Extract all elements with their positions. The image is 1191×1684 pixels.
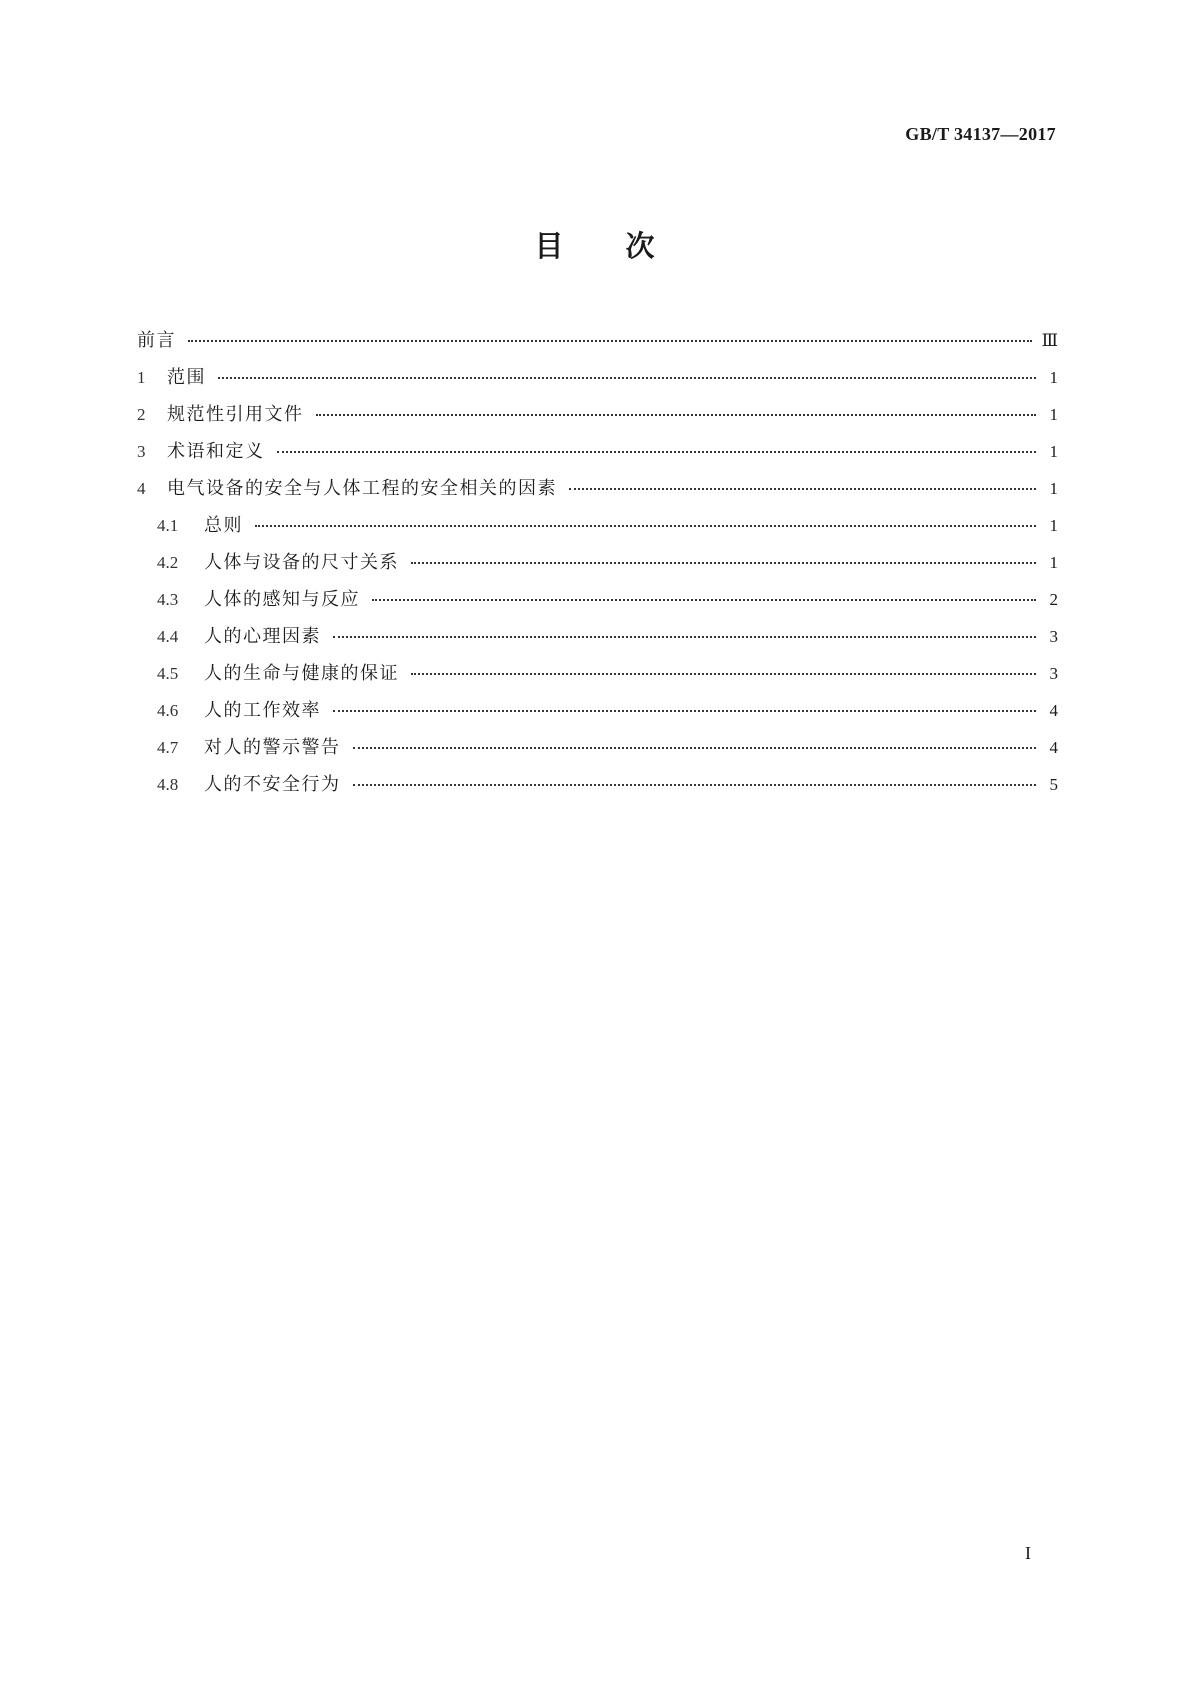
toc-entry-4-3[interactable] [137, 585, 1058, 622]
toc-entry-page: 4 [1049, 701, 1058, 720]
toc-entry-4-2[interactable] [137, 548, 1058, 585]
toc-entry-4-1[interactable] [137, 511, 1058, 548]
toc-entry-label: 人的不安全行为 [204, 774, 341, 795]
toc-entry-label: 人的工作效率 [204, 700, 321, 721]
toc-entry-number: 4.4 [157, 627, 179, 646]
toc-entry-page: Ⅲ [1041, 331, 1058, 350]
page-title [0, 224, 1191, 265]
toc-entry-4-8[interactable] [137, 770, 1058, 807]
toc-entry-label: 范围 [167, 367, 206, 388]
toc-entry-page: 1 [1049, 516, 1058, 535]
toc-entry-label: 人体与设备的尺寸关系 [204, 552, 399, 573]
toc-entry-number: 4.2 [157, 553, 179, 572]
toc-entry-page: 1 [1049, 553, 1058, 572]
toc-entry-page: 3 [1049, 627, 1058, 646]
toc-entry-label: 人的生命与健康的保证 [204, 663, 399, 684]
title-char-2: 次 [625, 229, 657, 263]
toc-dot-leader [316, 414, 1037, 416]
toc-dot-leader [569, 488, 1036, 490]
toc-dot-leader [372, 599, 1036, 601]
toc-entry-4-5[interactable] [137, 659, 1058, 696]
toc-entry-label: 术语和定义 [167, 441, 265, 462]
toc-dot-leader [353, 747, 1037, 749]
toc-entry-4[interactable] [137, 474, 1058, 511]
toc-dot-leader [353, 784, 1037, 786]
toc-dot-leader [333, 636, 1036, 638]
title-char-1: 目 [534, 229, 566, 263]
toc-entry-page: 3 [1049, 664, 1058, 683]
toc-entry-3[interactable] [137, 437, 1058, 474]
toc-entry-number: 3 [137, 442, 146, 461]
toc-entry-number: 4.5 [157, 664, 179, 683]
toc-entry-page: 1 [1049, 368, 1058, 387]
table-of-contents [137, 326, 1058, 807]
toc-entry-page: 4 [1049, 738, 1058, 757]
toc-entry-4-6[interactable] [137, 696, 1058, 733]
toc-entry-number: 4.6 [157, 701, 179, 720]
toc-entry-label: 电气设备的安全与人体工程的安全相关的因素 [167, 478, 557, 499]
toc-dot-leader [218, 377, 1036, 379]
toc-entry-number: 4.8 [157, 775, 179, 794]
toc-dot-leader [333, 710, 1036, 712]
toc-entry-page: 5 [1049, 775, 1058, 794]
toc-entry-number: 4.3 [157, 590, 179, 609]
toc-entry-number: 4.1 [157, 516, 179, 535]
toc-entry-2[interactable] [137, 400, 1058, 437]
toc-entry-1[interactable] [137, 363, 1058, 400]
page-number: I [1025, 1543, 1031, 1563]
toc-entry-4-4[interactable] [137, 622, 1058, 659]
toc-entry-number: 4 [137, 479, 146, 498]
toc-entry-label: 总则 [204, 515, 243, 536]
toc-dot-leader [188, 340, 1032, 342]
toc-entry-page: 1 [1049, 405, 1058, 424]
toc-entry-page: 1 [1049, 442, 1058, 461]
toc-entry-number: 1 [137, 368, 146, 387]
toc-entry-number: 2 [137, 405, 146, 424]
toc-entry-page: 2 [1049, 590, 1058, 609]
toc-entry-4-7[interactable] [137, 733, 1058, 770]
toc-dot-leader [277, 451, 1037, 453]
toc-entry-label: 人的心理因素 [204, 626, 321, 647]
toc-dot-leader [411, 673, 1036, 675]
toc-entry-foreword[interactable] [137, 326, 1058, 363]
toc-entry-label: 前言 [137, 330, 176, 351]
toc-entry-label: 规范性引用文件 [167, 404, 304, 425]
standard-code: GB/T 34137—2017 [905, 124, 1056, 144]
toc-entry-page: 1 [1049, 479, 1058, 498]
toc-dot-leader [255, 525, 1036, 527]
toc-entry-number: 4.7 [157, 738, 179, 757]
toc-dot-leader [411, 562, 1036, 564]
toc-entry-label: 对人的警示警告 [204, 737, 341, 758]
toc-entry-label: 人体的感知与反应 [204, 589, 360, 610]
